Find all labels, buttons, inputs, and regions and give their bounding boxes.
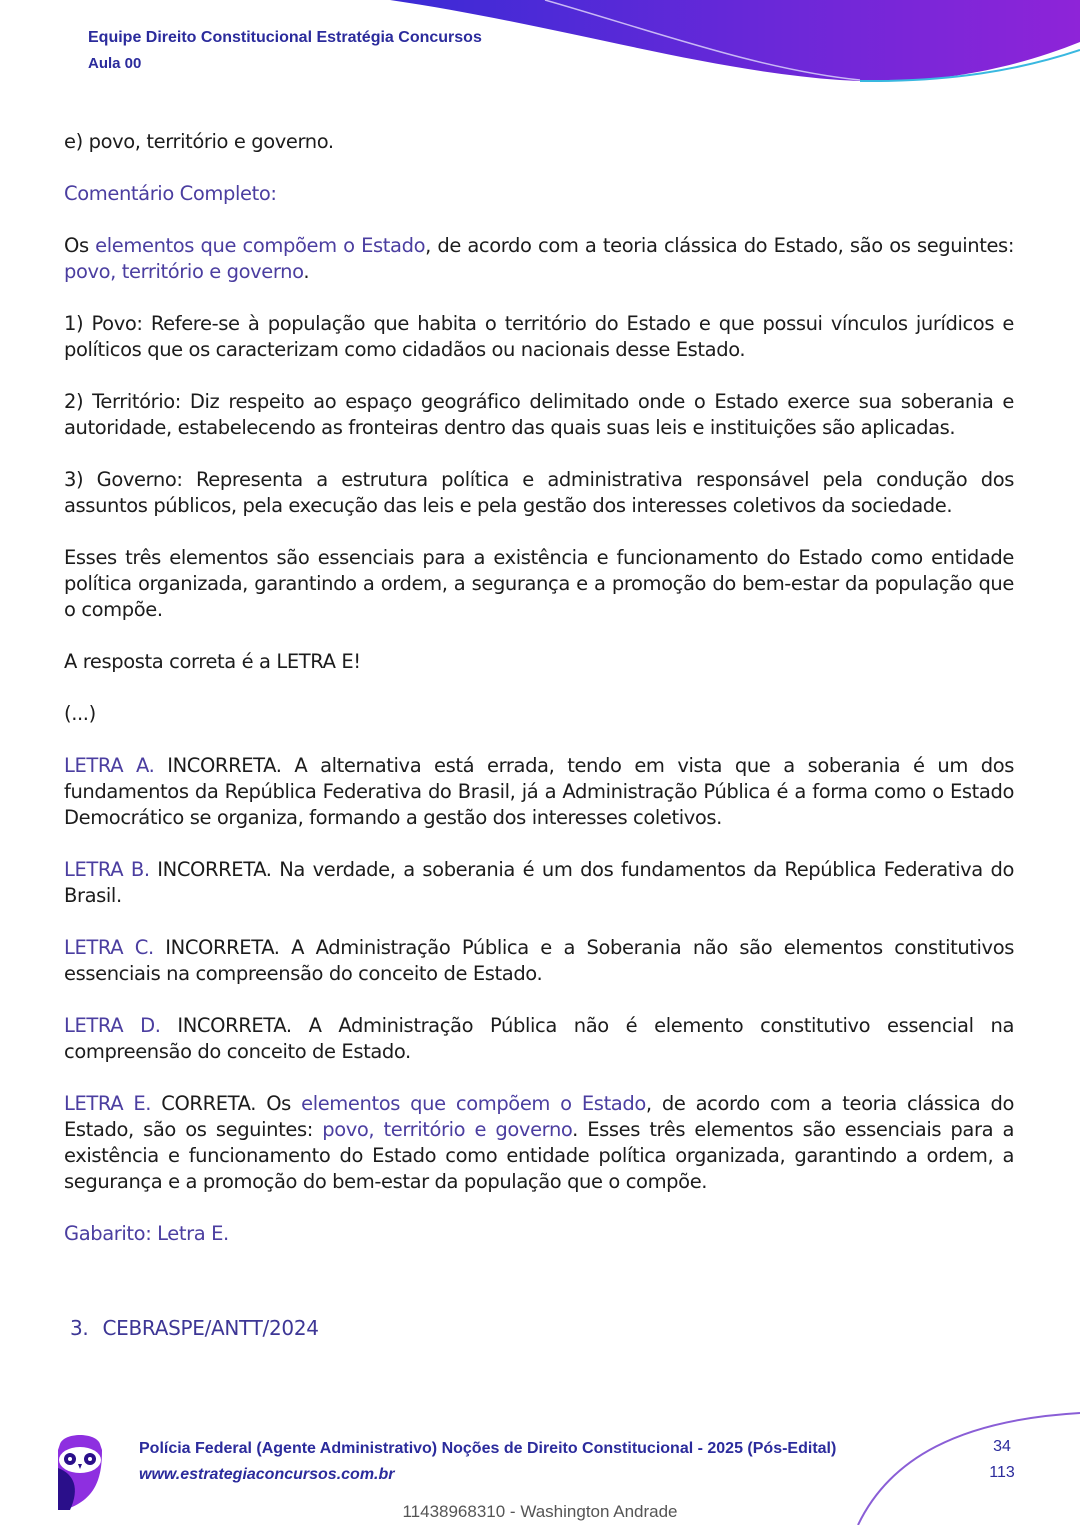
- question-title: CEBRASPE/ANTT/2024: [102, 1316, 319, 1340]
- letter-text: INCORRETA. A Administração Pública e a Soberania não são elementos constitutivos essenciais na compreensão do conceito de Estado.: [64, 936, 1014, 985]
- intro-text-3: .: [303, 260, 310, 283]
- letter-text: INCORRETA. A alternativa está errada, tendo em vista que a soberania é um dos fundamentos da República Federativa do Brasil, já a Administração Pública é a forma como o Estado Democrático se organiza, formando a gestão dos interesses coletivos.: [64, 754, 1014, 829]
- letter-label: LETRA B.: [64, 858, 150, 881]
- document-body: [64, 129, 1014, 1273]
- letter-highlight-1: elementos que compõem o Estado: [301, 1092, 646, 1115]
- item-territorio: 2) Território: Diz respeito ao espaço geográfico delimitado onde o Estado exerce sua soberania e autoridade, estabelecendo as fronteiras dentro das quais suas leis e instituições são aplicadas.: [64, 390, 1014, 439]
- intro-highlight-1: elementos que compõem o Estado: [95, 234, 426, 257]
- letter-highlight-2: povo, território e governo: [322, 1118, 573, 1141]
- summary-paragraph: Esses três elementos são essenciais para a existência e funcionamento do Estado como entidade política organizada, garantindo a ordem, a segurança e a promoção do bem-estar da população que o compõe.: [64, 546, 1014, 621]
- footer-course-title: Polícia Federal (Agente Administrativo) Noções de Direito Constitucional - 2025 (Pós-Edital): [139, 1440, 837, 1457]
- footer-website-link[interactable]: www.estrategiaconcursos.com.br: [139, 1466, 395, 1483]
- ellipsis: (...): [64, 702, 96, 725]
- letter-text: INCORRETA. Na verdade, a soberania é um dos fundamentos da República Federativa do Brasil.: [64, 858, 1014, 907]
- watermark: 11438968310 - Washington Andrade: [402, 1502, 678, 1521]
- letter-label: LETRA E.: [64, 1092, 152, 1115]
- header-lesson: Aula 00: [88, 55, 142, 72]
- gabarito: Gabarito: Letra E.: [64, 1222, 229, 1245]
- letter-b-explanation: [64, 857, 1014, 909]
- answer-line: A resposta correta é a LETRA E!: [64, 650, 361, 673]
- letter-text: CORRETA. Os: [151, 1092, 302, 1115]
- option-e: e) povo, território e governo.: [64, 130, 334, 153]
- intro-text-2: , de acordo com a teoria clássica do Estado, são os seguintes:: [425, 234, 1014, 257]
- letter-a-explanation: [64, 753, 1014, 831]
- letter-label: LETRA A.: [64, 754, 155, 777]
- item-governo: 3) Governo: Representa a estrutura política e administrativa responsável pela condução dos assuntos públicos, pela execução das leis e pela gestão dos interesses coletivos da sociedade.: [64, 468, 1014, 517]
- letter-label: LETRA C.: [64, 936, 154, 959]
- letter-d-explanation: [64, 1013, 1014, 1065]
- next-question-heading: [70, 1316, 319, 1340]
- intro-paragraph: [64, 233, 1014, 285]
- letter-c-explanation: [64, 935, 1014, 987]
- letter-text: , de acordo com a teoria clássica do Estado, são os seguintes:: [64, 1092, 1014, 1141]
- page-current: 34: [993, 1438, 1011, 1455]
- comment-heading: Comentário Completo:: [64, 182, 277, 205]
- letter-text: INCORRETA. A Administração Pública não é elemento constitutivo essencial na compreensão do conceito de Estado.: [64, 1014, 1014, 1063]
- header-title: Equipe Direito Constitucional Estratégia Concursos: [88, 29, 482, 46]
- letter-label: LETRA D.: [64, 1014, 161, 1037]
- letter-text: . Esses três elementos são essenciais para a existência e funcionamento do Estado como entidade política organizada, garantindo a ordem, a segurança e a promoção do bem-estar da população que o compõe.: [64, 1118, 1014, 1193]
- question-number: 3.: [70, 1316, 89, 1340]
- document-header: [88, 28, 482, 74]
- intro-text-1: Os: [64, 234, 96, 257]
- letter-e-explanation: [64, 1091, 1014, 1195]
- intro-highlight-2: povo, território e governo: [64, 260, 304, 283]
- item-povo: 1) Povo: Refere-se à população que habita o território do Estado e que possui vínculos jurídicos e políticos que os caracterizam como cidadãos ou nacionais desse Estado.: [64, 312, 1014, 361]
- page-total: 113: [989, 1464, 1015, 1481]
